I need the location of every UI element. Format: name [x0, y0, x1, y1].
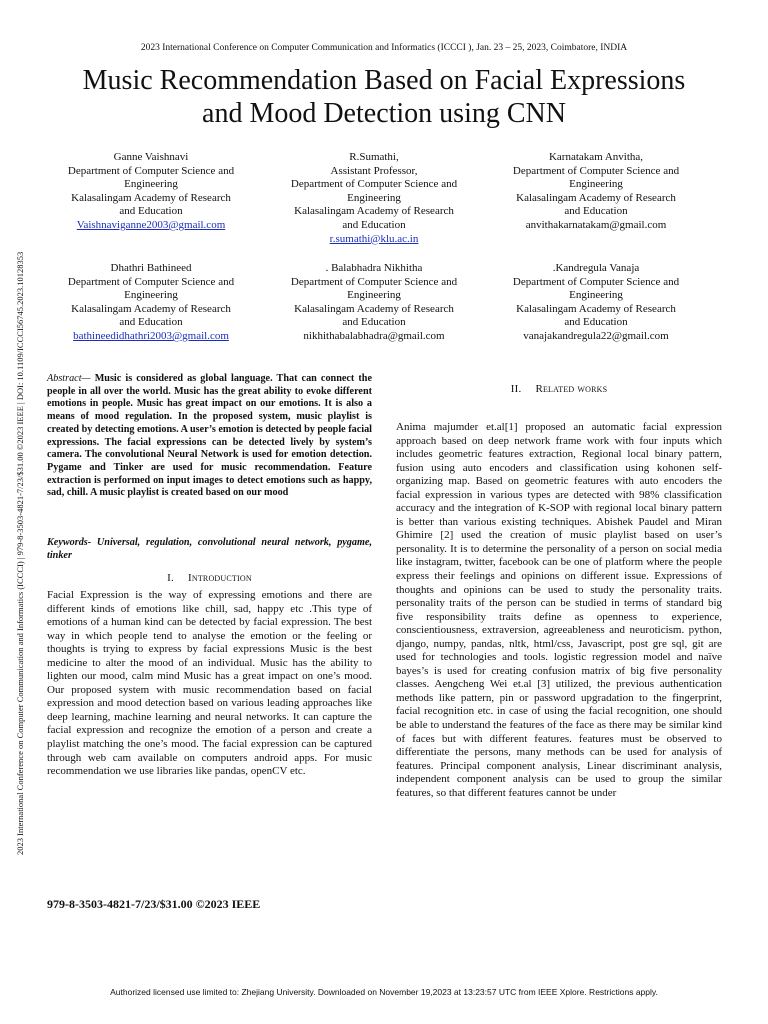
author-email-link[interactable]: bathineedidhathri2003@gmail.com: [73, 329, 229, 342]
title-line-1: Music Recommendation Based on Facial Expressions: [82, 65, 686, 96]
license-footer: Authorized licensed use limited to: Zhejiang University. Downloaded on November 19,2023 at 13:23:57 UTC from IEEE Xplore. Restrictions apply.: [110, 987, 658, 997]
author-name: Karnatakam Anvitha,: [548, 151, 644, 163]
author-email-link[interactable]: Vaishnaviganne2003@gmail.com: [76, 218, 226, 231]
author-department: Department of Computer Science and: [512, 275, 680, 288]
author-email: nikhithabalabhadra@gmail.com: [303, 329, 445, 342]
side-banner-text: 2023 International Conference on Computer Communication and Informatics (ICCCI) | 979-8-3503-4821-7/23/$31.00 ©2023 IEEE | DOI: 10.1109/ICCCI56745.2023.10128353: [15, 251, 25, 855]
author-institution: Kalasalingam Academy of Research: [71, 302, 231, 315]
abstract-lead: Abstract—: [47, 373, 91, 384]
abstract: [47, 373, 372, 500]
author-department: Department of Computer Science and: [290, 275, 458, 288]
author-institution: Kalasalingam Academy of Research: [516, 191, 676, 204]
author-name: Dhathri Bathineed: [110, 262, 192, 274]
author-email: vanajakandregula22@gmail.com: [523, 329, 669, 342]
author-institution-cont: and Education: [342, 316, 406, 329]
title-line-2: and Mood Detection using CNN: [202, 98, 566, 129]
author-department: Department of Computer Science and: [290, 178, 458, 191]
author-block-6: [486, 262, 706, 344]
author-block-3: [486, 151, 706, 233]
related-works-text: Anima majumder et.al[1] proposed an automatic facial expression approach based on deep network frame work with four inputs which includes geometric features extraction, Regional local binary pattern, fusion using auto encoders and classification using kohonen self-organizing map. Based on geometric features with auto encoders the facial expression in various types are detected with 98% classification accuracy and the integration of K-SOP with regional local binary pattern is better than various existing techniques. Abishek Paudel and Miran Ghimire [2] used the creation of music playlist based on user’s personality. It is to determine the personality of a person on social media like instagram, twitter, facebook can be one of platform where the people express their feelings and opinions on different issue. Expressions of thoughts and opinions can be used to study the personality traits. personality traits of the person can be studied in terms of standard big five responsibility traits define as openness to experience, conscientiousness, extraversion, agreeableness and neuroticism. python, django, numpy, pandas, nltk, html/css, Javascript, post gre sql, git are used for technologies and tools. logistic regression model and naïve bayes’s is used for creating confusion matrix of big five personality classes. Aengcheng Wei et.al [3] utilized, the previous authentication methods like pattern, pin or password upgradation to the fingerprint, facial recognition etc. in case of using the facial recognition, one should be able to understand the features of the face as there may be similar kind of faces but with different features. features must be observed to differentiate the persons, many methods can be used for analysis of features. Principal component analysis, Linear discriminant analysis, independent component analysis can be used to group the similar features, so that different features cannot be under: [396, 421, 722, 799]
conference-header: 2023 International Conference on Computer Communication and Informatics (ICCCI ), Jan. 23 – 25, 2023, Coimbatore, INDIA: [140, 43, 628, 53]
author-department-cont: Engineering: [347, 191, 401, 204]
author-name: Ganne Vaishnavi: [113, 151, 189, 163]
section-heading-introduction: [47, 572, 372, 585]
author-institution-cont: and Education: [564, 205, 628, 218]
author-department: Department of Computer Science and: [512, 164, 680, 177]
author-institution: Kalasalingam Academy of Research: [294, 205, 454, 218]
keywords: [47, 537, 372, 562]
author-department-cont: Engineering: [347, 289, 401, 302]
section-heading-related-works: [396, 383, 722, 396]
paper-title: [30, 64, 738, 130]
author-department-cont: Engineering: [124, 289, 178, 302]
section-title: Introduction: [187, 572, 252, 584]
author-role: Assistant Professor,: [330, 164, 418, 177]
author-block-4: [41, 262, 261, 344]
author-name: . Balabhadra Nikhitha: [325, 262, 423, 274]
author-department-cont: Engineering: [569, 289, 623, 302]
keywords-lead: Keywords-: [47, 537, 92, 548]
section-number: I.: [167, 572, 174, 584]
author-institution-cont: and Education: [119, 316, 183, 329]
author-institution: Kalasalingam Academy of Research: [294, 302, 454, 315]
section-number: II.: [510, 383, 522, 395]
copyright-notice: 979-8-3503-4821-7/23/$31.00 ©2023 IEEE: [47, 897, 261, 911]
abstract-text: Music is considered as global language. That can connect the people in all over the world. Music has the great ability to evoke different emotions in people. Music has great impact on our emotions. It is also a means of mood regulation. In the proposed system, music playlist is created by detecting emotions. A user’s emotion is detected by people facial expressions. The facial expressions can be detected lively by system’s camera. The convolutional Neural Network is used for emotion detection. Pygame and Tinker are used for music recommendation. Feature extraction is performed on input images to detect emotions such as happy, sad, chill. A music playlist is created based on our mood: [47, 373, 373, 499]
author-department-cont: Engineering: [124, 178, 178, 191]
author-department: Department of Computer Science and: [67, 164, 235, 177]
author-block-2: [264, 151, 484, 246]
author-department-cont: Engineering: [569, 178, 623, 191]
author-department: Department of Computer Science and: [67, 275, 235, 288]
author-block-1: [41, 151, 261, 233]
author-block-5: [264, 262, 484, 344]
section-title: Related works: [535, 383, 608, 395]
author-institution-cont: and Education: [564, 316, 628, 329]
author-name: R.Sumathi,: [349, 151, 399, 163]
side-banner: [14, 165, 26, 855]
author-email: anvithakarnatakam@gmail.com: [525, 218, 667, 231]
author-email-link[interactable]: r.sumathi@klu.ac.in: [329, 232, 419, 245]
introduction-text: Facial Expression is the way of expressing emotions and there are different kinds of emotions like chill, sad, happy etc .This type of emotions of a human kind can be detected by facial expression. The best way in which people tend to analyse the emotion or the feeling or thoughts is trying to express by facial expressions Music is the best medicine to alter the mood of an individual. Music has the ability to lighten our mood, calm mind Music has a great impact on one’s mood. Our proposed system with music recommendation based on facial expression and mood detection based on various leading approaches like deep learning, machine learning and neural networks. It can capture the facial expression and recognize the emotion of a person and create a playlist matching the one’s mood. The facial expression can be captured through web cam available on computers android apps. For music recommendation we use libraries like pandas, openCV etc.: [47, 589, 372, 778]
author-institution-cont: and Education: [119, 205, 183, 218]
keywords-text: Universal, regulation, convolutional neural network, pygame, tinker: [47, 537, 372, 561]
author-institution: Kalasalingam Academy of Research: [516, 302, 676, 315]
author-institution: Kalasalingam Academy of Research: [71, 191, 231, 204]
author-name: .Kandregula Vanaja: [552, 262, 640, 274]
author-institution-cont: and Education: [342, 218, 406, 231]
